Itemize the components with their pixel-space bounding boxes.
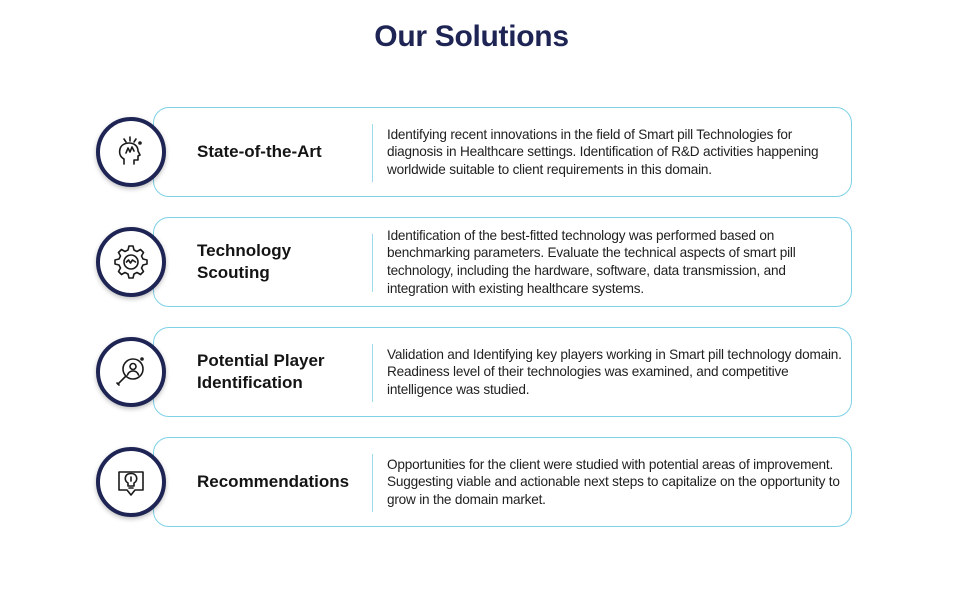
solution-title: Potential Player Identification <box>197 351 325 392</box>
card-divider <box>372 344 373 402</box>
solution-description: Identifying recent innovations in the field of Smart pill Technologies for diagnosis in Healthcare settings. Identification of R&D activities happening worldwide suitable to client requirements in this domain. <box>387 126 819 177</box>
innovation-head-icon <box>96 117 166 187</box>
solution-description: Validation and Identifying key players working in Smart pill technology domain. Readiness level of their technologies was examined, and competitive intelligence was studied. <box>387 346 842 397</box>
solution-description: Identification of the best-fitted technology was performed based on benchmarking parameters. Evaluate the technical aspects of smart pill technology, including the hardware, software, data transmission, and integration with existing healthcare systems. <box>387 227 796 296</box>
card-divider <box>372 454 373 512</box>
solution-title: State-of-the-Art <box>197 142 322 161</box>
gear-icon <box>96 227 166 297</box>
solution-title: Technology Scouting <box>197 241 292 282</box>
card-divider <box>372 124 373 182</box>
solution-card-potential-player-identification <box>153 327 852 417</box>
lightbulb-icon <box>96 447 166 517</box>
solution-card-technology-scouting <box>153 217 852 307</box>
solution-description: Opportunities for the client were studied with potential areas of improvement. Suggesting viable and actionable next steps to capitalize on the opportunity to grow in the domain market. <box>387 456 840 507</box>
solution-card-state-of-the-art <box>153 107 852 197</box>
page-title: Our Solutions <box>374 20 569 53</box>
solution-title: Recommendations <box>197 472 350 491</box>
person-search-icon <box>96 337 166 407</box>
card-divider <box>372 234 373 292</box>
solution-card-recommendations <box>153 437 852 527</box>
